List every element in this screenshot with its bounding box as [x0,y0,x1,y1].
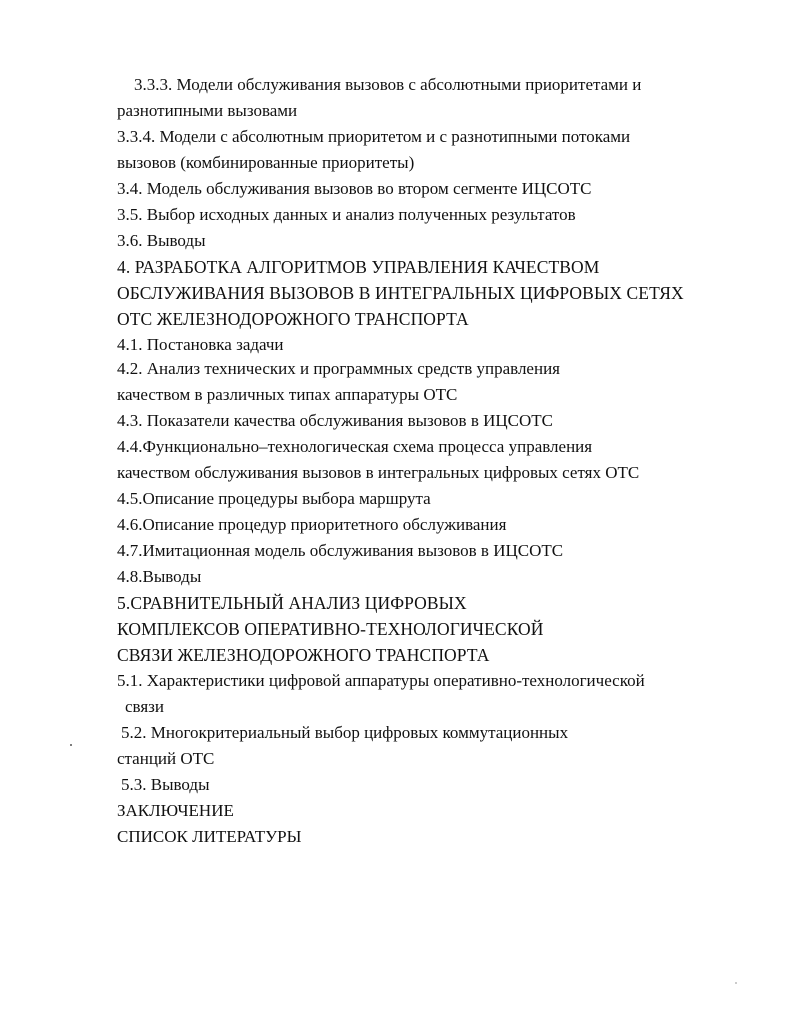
toc-entry-title: качеством обслуживания вызовов в интегральных цифровых сетях ОТС [117,463,640,482]
toc-entry-title: 4.2. Анализ технических и программных средств управления [117,359,560,378]
scan-speck [735,982,737,984]
toc-chapter-title: СВЯЗИ ЖЕЛЕЗНОДОРОЖНОГО ТРАНСПОРТА [117,645,490,665]
toc-entry-title: 3.3.4. Модели с абсолютным приоритетом и с разнотипными потоками [117,127,631,146]
toc-entry-title: 4.1. Постановка задачи [117,335,284,354]
toc-entry-title: 3.6. Выводы [117,231,206,250]
toc-entry-title: 4.8.Выводы [117,567,202,586]
toc-entry-title: 5.3. Выводы [121,775,210,794]
toc-entry-title: качеством в различных типах аппаратуры ОТС [117,385,458,404]
scan-speck [70,744,72,746]
toc-entry-title: 4.5.Описание процедуры выбора маршрута [117,489,431,508]
toc-entry-title: 4.7.Имитационная модель обслуживания вызовов в ИЦСОТС [117,541,564,560]
toc-entry-title: ЗАКЛЮЧЕНИЕ [117,801,234,820]
toc-entry-title: связи [125,697,164,716]
toc-entry-title: 5.1. Характеристики цифровой аппаратуры оперативно-технологической [117,671,645,690]
toc-entry-title: 3.4. Модель обслуживания вызовов во втором сегменте ИЦСОТС [117,179,592,198]
toc-entry-title: вызовов (комбинированные приоритеты) [117,153,415,172]
toc-chapter-title: ОБСЛУЖИВАНИЯ ВЫЗОВОВ В ИНТЕГРАЛЬНЫХ ЦИФРОВЫХ СЕТЯХ [117,283,684,303]
toc-chapter-title: ОТС ЖЕЛЕЗНОДОРОЖНОГО ТРАНСПОРТА [117,309,469,329]
toc-chapter-title: 5.СРАВНИТЕЛЬНЫЙ АНАЛИЗ ЦИФРОВЫХ [117,593,467,613]
toc-chapter-title: 4. РАЗРАБОТКА АЛГОРИТМОВ УПРАВЛЕНИЯ КАЧЕСТВОМ [117,257,600,277]
toc-entry-title: 3.5. Выбор исходных данных и анализ полученных результатов [117,205,576,224]
toc-chapter-title: КОМПЛЕКСОВ ОПЕРАТИВНО-ТЕХНОЛОГИЧЕСКОЙ [117,619,544,639]
toc-entry-title: 4.3. Показатели качества обслуживания вызовов в ИЦСОТС [117,411,553,430]
toc-entry-title: 4.4.Функционально–технологическая схема процесса управления [117,437,593,456]
toc-entry-title: СПИСОК ЛИТЕРАТУРЫ [117,827,302,846]
toc-entry-title: разнотипными вызовами [117,101,298,120]
toc-entry-title: станций ОТС [117,749,215,768]
toc-entry-title: 3.3.3. Модели обслуживания вызовов с абсолютными приоритетами и [134,75,642,94]
toc-entry-title: 5.2. Многокритериальный выбор цифровых коммутационных [121,723,569,742]
toc-entry-title: 4.6.Описание процедур приоритетного обслуживания [117,515,507,534]
